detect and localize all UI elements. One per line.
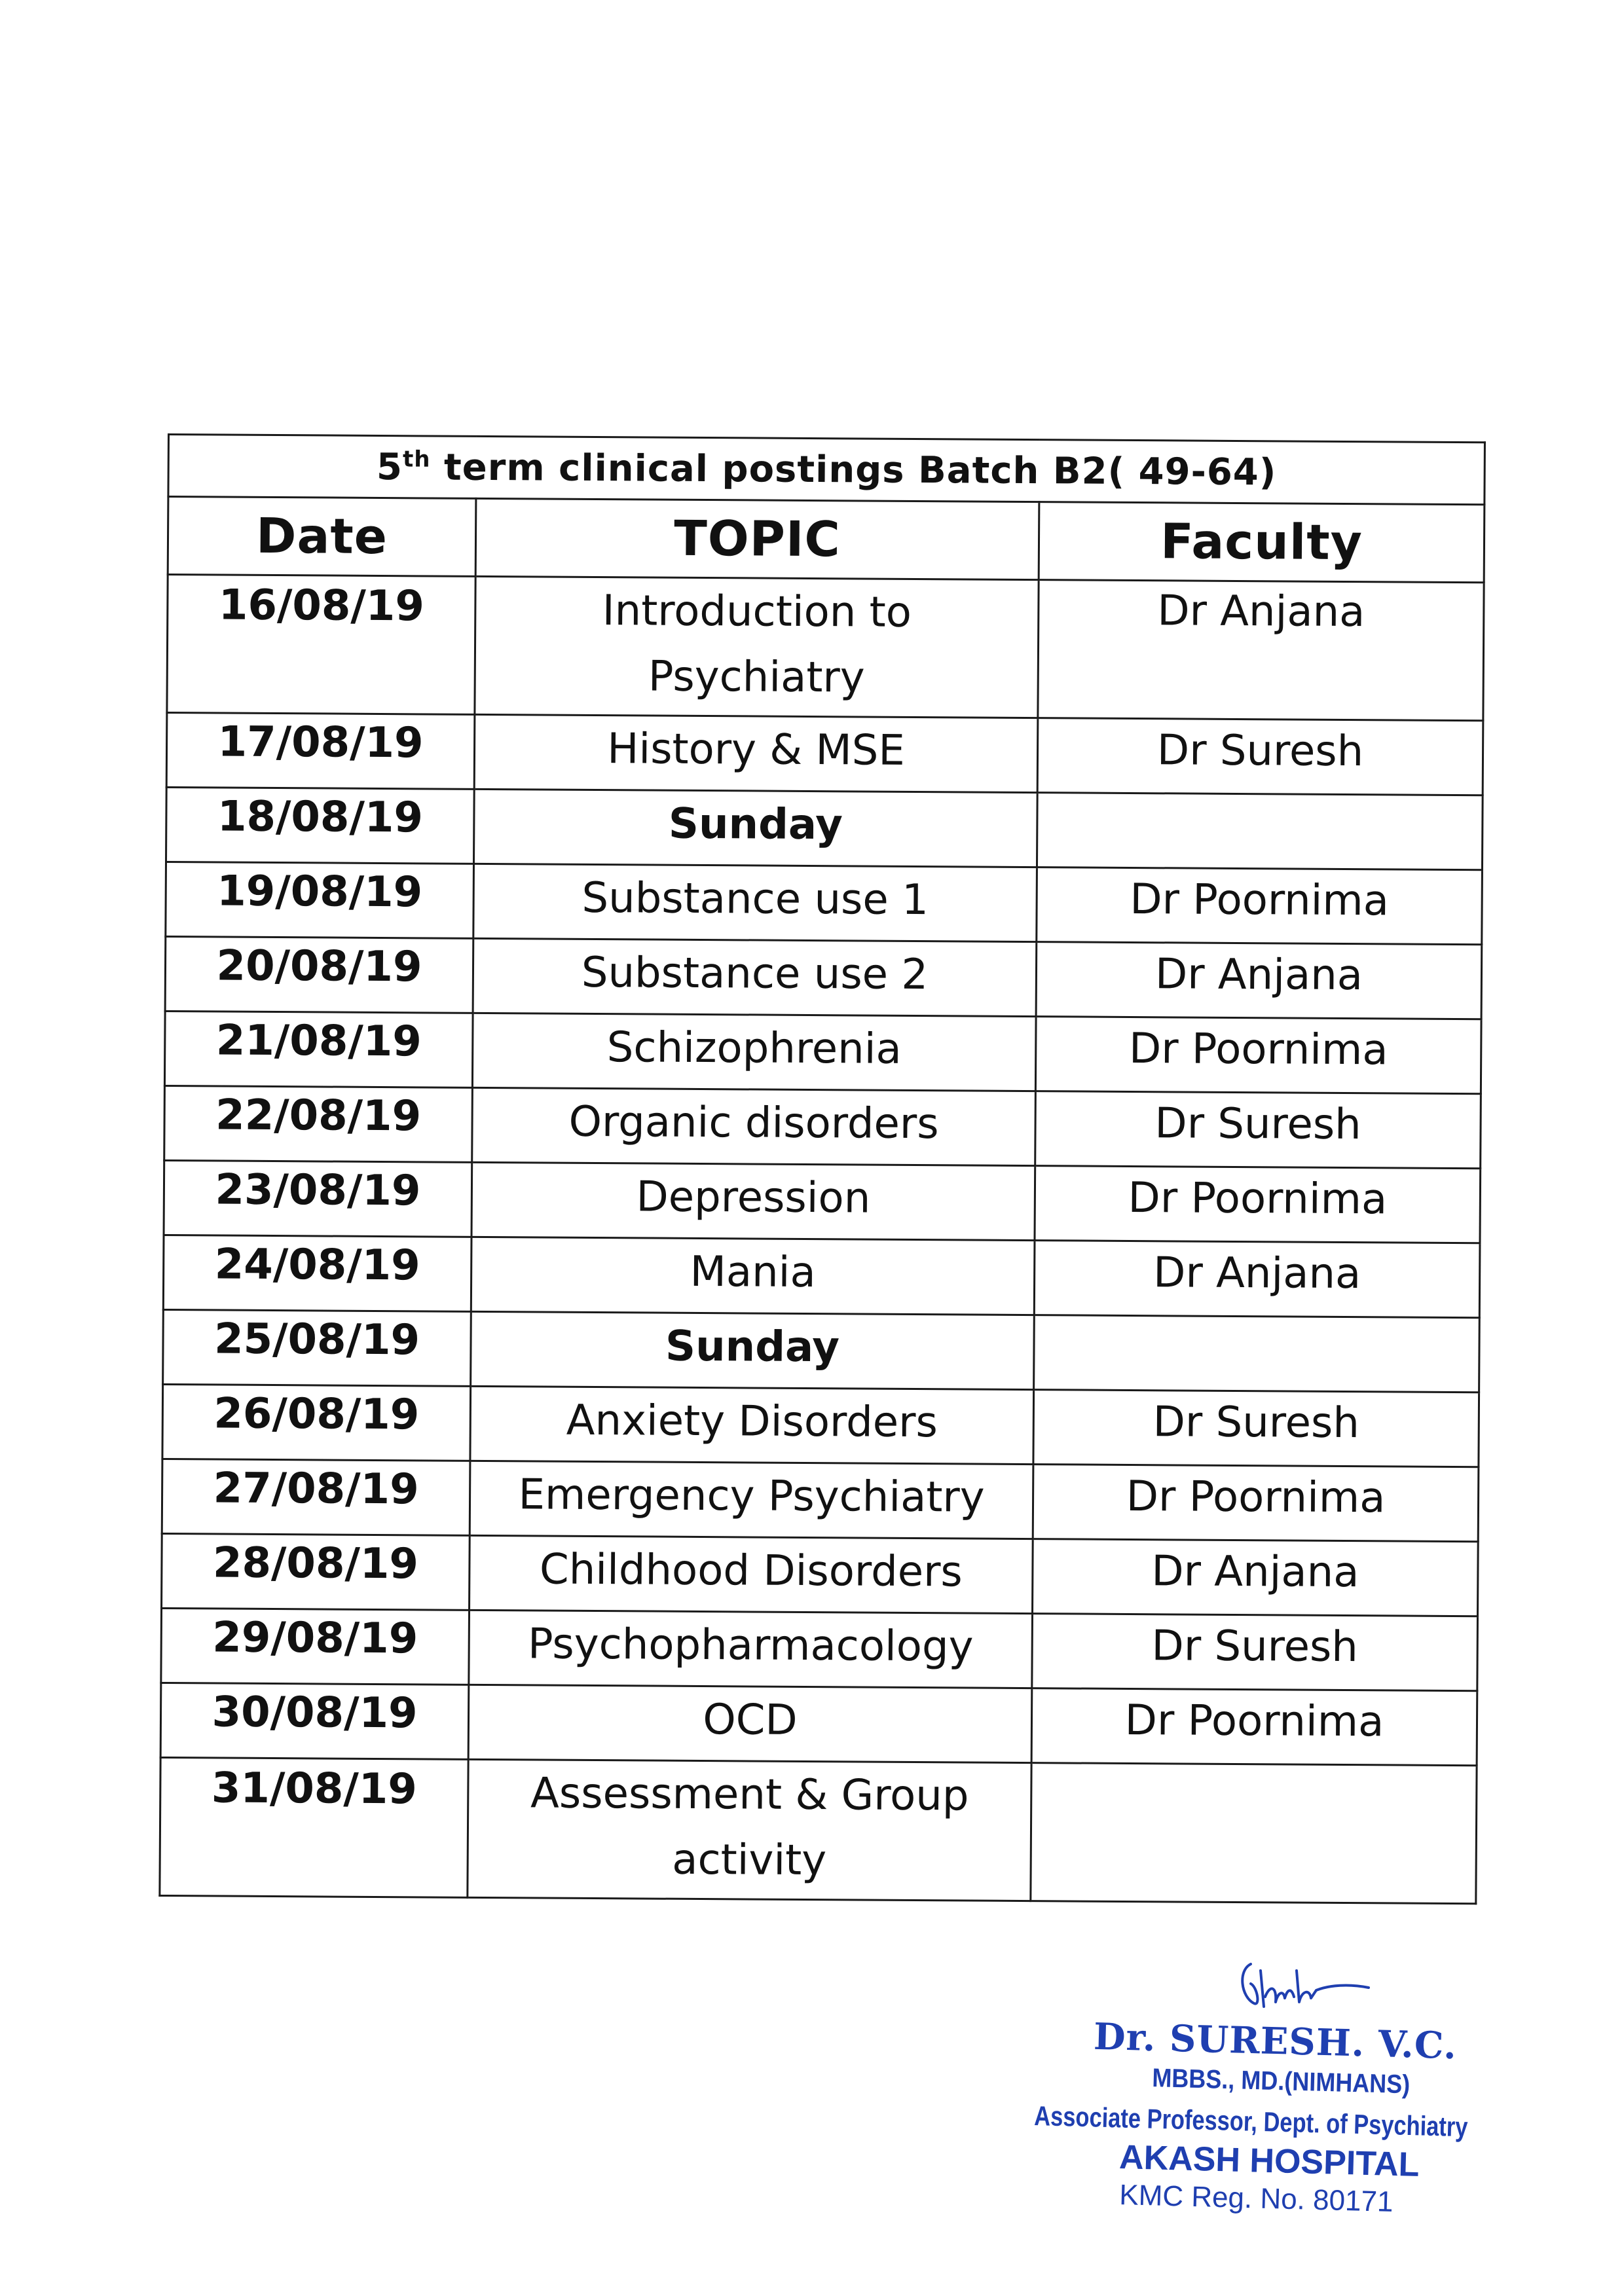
stamp-designation: Associate Professor, Dept. of Psychiatry bbox=[1033, 2100, 1469, 2143]
table-row bbox=[164, 1160, 1481, 1243]
faculty-cell bbox=[1031, 1763, 1477, 1904]
topic-cell: History & MSE bbox=[474, 714, 1038, 792]
faculty-cell: Dr Poornima bbox=[1031, 1688, 1477, 1766]
topic-cell: Childhood Disorders bbox=[470, 1535, 1033, 1613]
stamp-registration-number: KMC Reg. No. 80171 bbox=[1118, 2179, 1394, 2218]
topic-cell-holiday: Sunday bbox=[471, 1311, 1035, 1389]
date-cell: 23/08/19 bbox=[164, 1160, 472, 1237]
topic-cell: Anxiety Disorders bbox=[470, 1386, 1034, 1464]
table-row bbox=[162, 1533, 1479, 1616]
faculty-cell: Dr Poornima bbox=[1035, 1166, 1481, 1243]
topic-cell: Mania bbox=[471, 1237, 1035, 1315]
stamp-qualifications: MBBS., MD.(NIMHANS) bbox=[1151, 2064, 1411, 2100]
topic-cell: Psychopharmacology bbox=[469, 1610, 1033, 1688]
date-cell: 20/08/19 bbox=[165, 936, 473, 1013]
faculty-cell: Dr Suresh bbox=[1035, 1091, 1481, 1169]
topic-cell: Substance use 1 bbox=[473, 864, 1037, 941]
column-header-date: Date bbox=[168, 497, 476, 577]
topic-line: Psychiatry bbox=[648, 652, 865, 702]
faculty-cell: Dr Anjana bbox=[1036, 942, 1482, 1019]
column-header-topic: TOPIC bbox=[475, 498, 1039, 579]
table-row bbox=[160, 1683, 1477, 1765]
date-cell: 28/08/19 bbox=[162, 1533, 470, 1610]
date-cell: 29/08/19 bbox=[161, 1608, 470, 1685]
schedule-table-wrapper bbox=[158, 433, 1484, 1904]
title-ordinal-suffix: th bbox=[402, 446, 431, 473]
faculty-cell: Dr Anjana bbox=[1034, 1241, 1480, 1318]
table-row bbox=[164, 1085, 1481, 1168]
faculty-cell: Dr Poornima bbox=[1035, 1017, 1481, 1094]
table-row bbox=[166, 787, 1483, 869]
date-cell: 26/08/19 bbox=[162, 1384, 471, 1461]
topic-cell: Emergency Psychiatry bbox=[470, 1461, 1033, 1539]
date-cell: 21/08/19 bbox=[164, 1011, 473, 1087]
title-text: term clinical postings Batch B2( 49-64) bbox=[430, 445, 1277, 494]
topic-cell: OCD bbox=[468, 1685, 1032, 1762]
topic-cell bbox=[468, 1759, 1031, 1901]
table-row bbox=[166, 713, 1483, 795]
faculty-cell: Dr Poornima bbox=[1033, 1465, 1479, 1542]
table-row bbox=[163, 1309, 1480, 1392]
date-cell: 31/08/19 bbox=[160, 1757, 468, 1897]
date-cell: 17/08/19 bbox=[166, 713, 475, 790]
stamp-hospital-name: AKASH HOSPITAL bbox=[1118, 2138, 1420, 2184]
table-row bbox=[161, 1608, 1478, 1690]
topic-cell bbox=[475, 576, 1039, 718]
table-row bbox=[165, 936, 1482, 1019]
topic-cell-holiday: Sunday bbox=[473, 789, 1037, 867]
faculty-cell: Dr Suresh bbox=[1037, 718, 1483, 795]
date-cell: 25/08/19 bbox=[163, 1309, 471, 1386]
faculty-cell: Dr Anjana bbox=[1033, 1539, 1479, 1616]
date-cell: 24/08/19 bbox=[163, 1235, 471, 1311]
date-cell: 19/08/19 bbox=[166, 862, 474, 938]
faculty-cell: Dr Poornima bbox=[1037, 867, 1483, 945]
table-row bbox=[162, 1384, 1479, 1467]
topic-cell: Depression bbox=[471, 1162, 1035, 1240]
table-row bbox=[163, 1235, 1480, 1317]
topic-line: Assessment & Group bbox=[530, 1769, 969, 1821]
faculty-cell: Dr Suresh bbox=[1033, 1390, 1479, 1467]
table-row bbox=[166, 862, 1483, 944]
table-row bbox=[164, 1011, 1481, 1093]
faculty-cell: Dr Anjana bbox=[1038, 580, 1484, 721]
date-cell: 27/08/19 bbox=[162, 1459, 470, 1535]
topic-line: activity bbox=[672, 1835, 827, 1886]
date-cell: 30/08/19 bbox=[160, 1683, 469, 1759]
topic-cell: Organic disorders bbox=[472, 1087, 1036, 1165]
handwritten-signature bbox=[1231, 1951, 1388, 2023]
doctor-stamp bbox=[1022, 1951, 1519, 2226]
topic-line: Introduction to bbox=[602, 587, 912, 637]
faculty-cell bbox=[1034, 1315, 1480, 1393]
column-header-faculty: Faculty bbox=[1039, 502, 1485, 583]
title-term-number: 5 bbox=[376, 445, 403, 488]
date-cell: 16/08/19 bbox=[167, 575, 475, 715]
table-row bbox=[160, 1757, 1477, 1903]
faculty-cell: Dr Suresh bbox=[1032, 1614, 1478, 1691]
schedule-table bbox=[158, 433, 1486, 1904]
table-row bbox=[167, 575, 1484, 721]
faculty-cell bbox=[1037, 793, 1483, 870]
topic-cell: Substance use 2 bbox=[473, 938, 1037, 1016]
table-row bbox=[162, 1459, 1479, 1541]
stamp-doctor-name: Dr. SURESH. V.C. bbox=[1093, 2014, 1458, 2068]
date-cell: 22/08/19 bbox=[164, 1085, 473, 1162]
topic-cell: Schizophrenia bbox=[472, 1013, 1036, 1091]
table-title bbox=[168, 435, 1485, 505]
date-cell: 18/08/19 bbox=[166, 787, 475, 864]
